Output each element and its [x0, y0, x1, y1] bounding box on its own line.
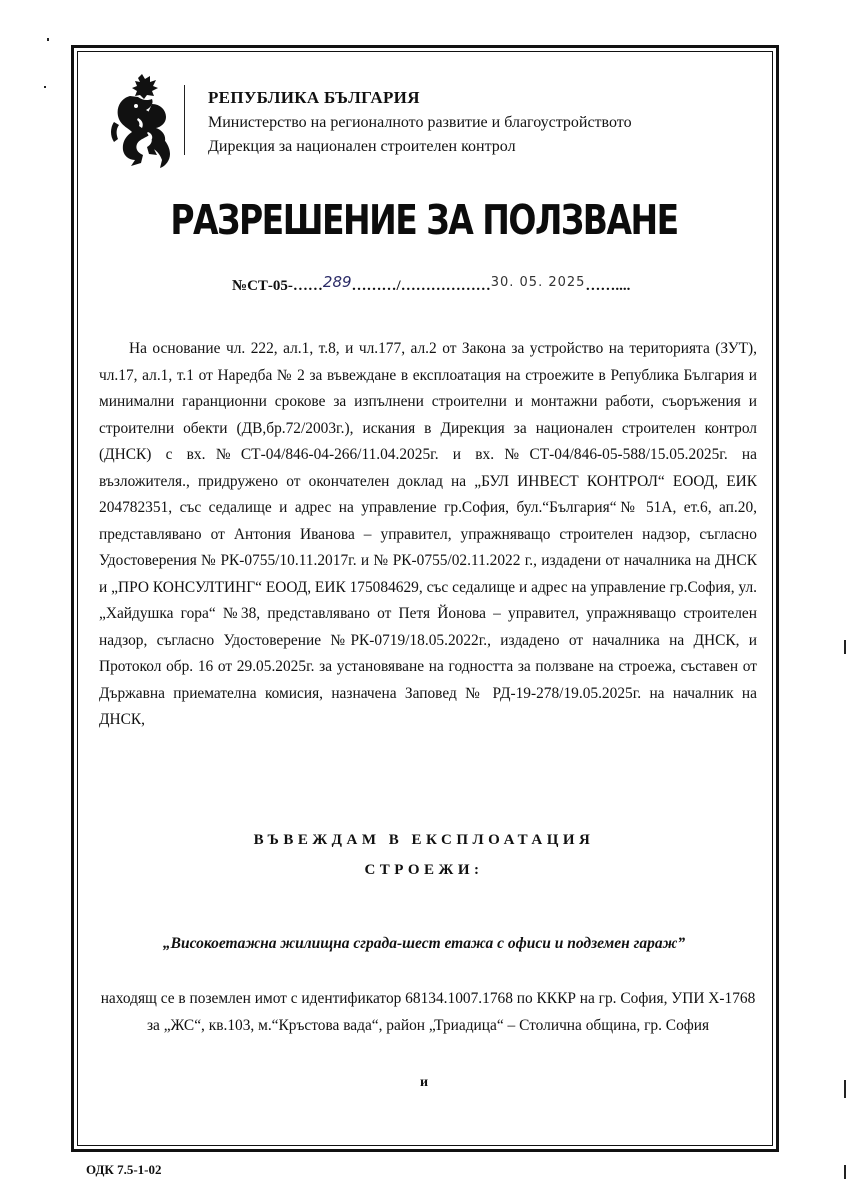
- action-subheading: СТРОЕЖИ:: [364, 862, 484, 878]
- doc-date-handwritten: 30. 05. 2025: [490, 275, 586, 290]
- directorate-name: Дирекция за национален строителен контрол: [208, 138, 516, 155]
- object-location: находящ се в поземлен имот с идентификатор 68134.1007.1768 по КККР на гр. София, УПИ Х-1768 за „ЖС“, кв.103, м.“Кръстова вада“, район „Триадица“ – Столична община, гр. София: [100, 990, 756, 1034]
- scan-speck: [844, 1165, 846, 1179]
- doc-number-dots: ……: [292, 278, 323, 294]
- ministry-name: Министерство на регионалното развитие и благоустройството: [208, 114, 632, 131]
- form-code: ОДК 7.5-1-02: [86, 1162, 162, 1177]
- doc-number-dots: ……....: [585, 278, 631, 294]
- scan-speck: [44, 86, 46, 88]
- doc-number-dots: ………/………………: [351, 278, 491, 294]
- header-divider: [184, 85, 185, 155]
- scan-speck: [47, 38, 49, 41]
- doc-number-handwritten: 289: [322, 273, 352, 291]
- scan-speck: [844, 640, 846, 654]
- document-number: [232, 273, 631, 295]
- country-name: РЕПУБЛИКА БЪЛГАРИЯ: [208, 88, 420, 107]
- bulgarian-lion-crest-icon: [108, 74, 178, 170]
- legal-basis-paragraph: [99, 336, 757, 734]
- action-heading: ВЪВЕЖДАМ В ЕКСПЛОАТАЦИЯ: [253, 832, 595, 848]
- construction-object-name: „Високоетажна жилищна сграда-шест етажа с офиси и подземен гараж”: [162, 935, 686, 952]
- legal-basis-text: На основание чл. 222, ал.1, т.8, и чл.177, ал.2 от Закона за устройство на територията (ЗУТ), чл.17, ал.1, т.1 от Наредба № 2 за въвеждане в експлоатация на строежите в Република България и минимални гаранционни срокове за изпълнени строителни и монтажни работи, съоръжения и строителни обекти (ДВ,бр.72/2003г.), искания в Дирекция за национален строителен контрол (ДНСК) с вх.№СТ-04/846-04-266/11.04.2025г. и вх.№СТ-04/846-05-588/15.05.2025г. на възложителя., придружено от окончателен доклад на „БУЛ ИНВЕСТ КОНТРОЛ“ ЕООД, ЕИК 204782351, със седалище и адрес на управление гр.София, бул.“България“№ 51А, ет.6, ап.20, представлявано от Антония Иванова – управител, упражняващо строителен надзор, съгласно Удостоверения № РК-0755/10.11.2017г. и № РК-0755/02.11.2022 г., издадени от началника на ДНСК и „ПРО КОНСУЛТИНГ“ ЕООД, ЕИК 175084629, със седалище и адрес на управление гр.София, ул. „Хайдушка гора“ №38, представлявано от Петя Йонова – управител, упражняващо строителен надзор, съгласно Удостоверение №РК-0719/18.05.2022г., издадено от началника на ДНСК, и Протокол обр. 16 от 29.05.2025г. за установяване на годността за ползване на строежа, съставен от Държавна приемателна комисия, назначена Заповед № РД-19-278/19.05.2025г. на началник на ДНСК,: [99, 340, 757, 728]
- continuation-and: и: [419, 1075, 429, 1090]
- document-title: РАЗРЕШЕНИЕ ЗА ПОЛЗВАНЕ: [170, 195, 678, 244]
- doc-number-prefix: №СТ-05-: [232, 278, 293, 294]
